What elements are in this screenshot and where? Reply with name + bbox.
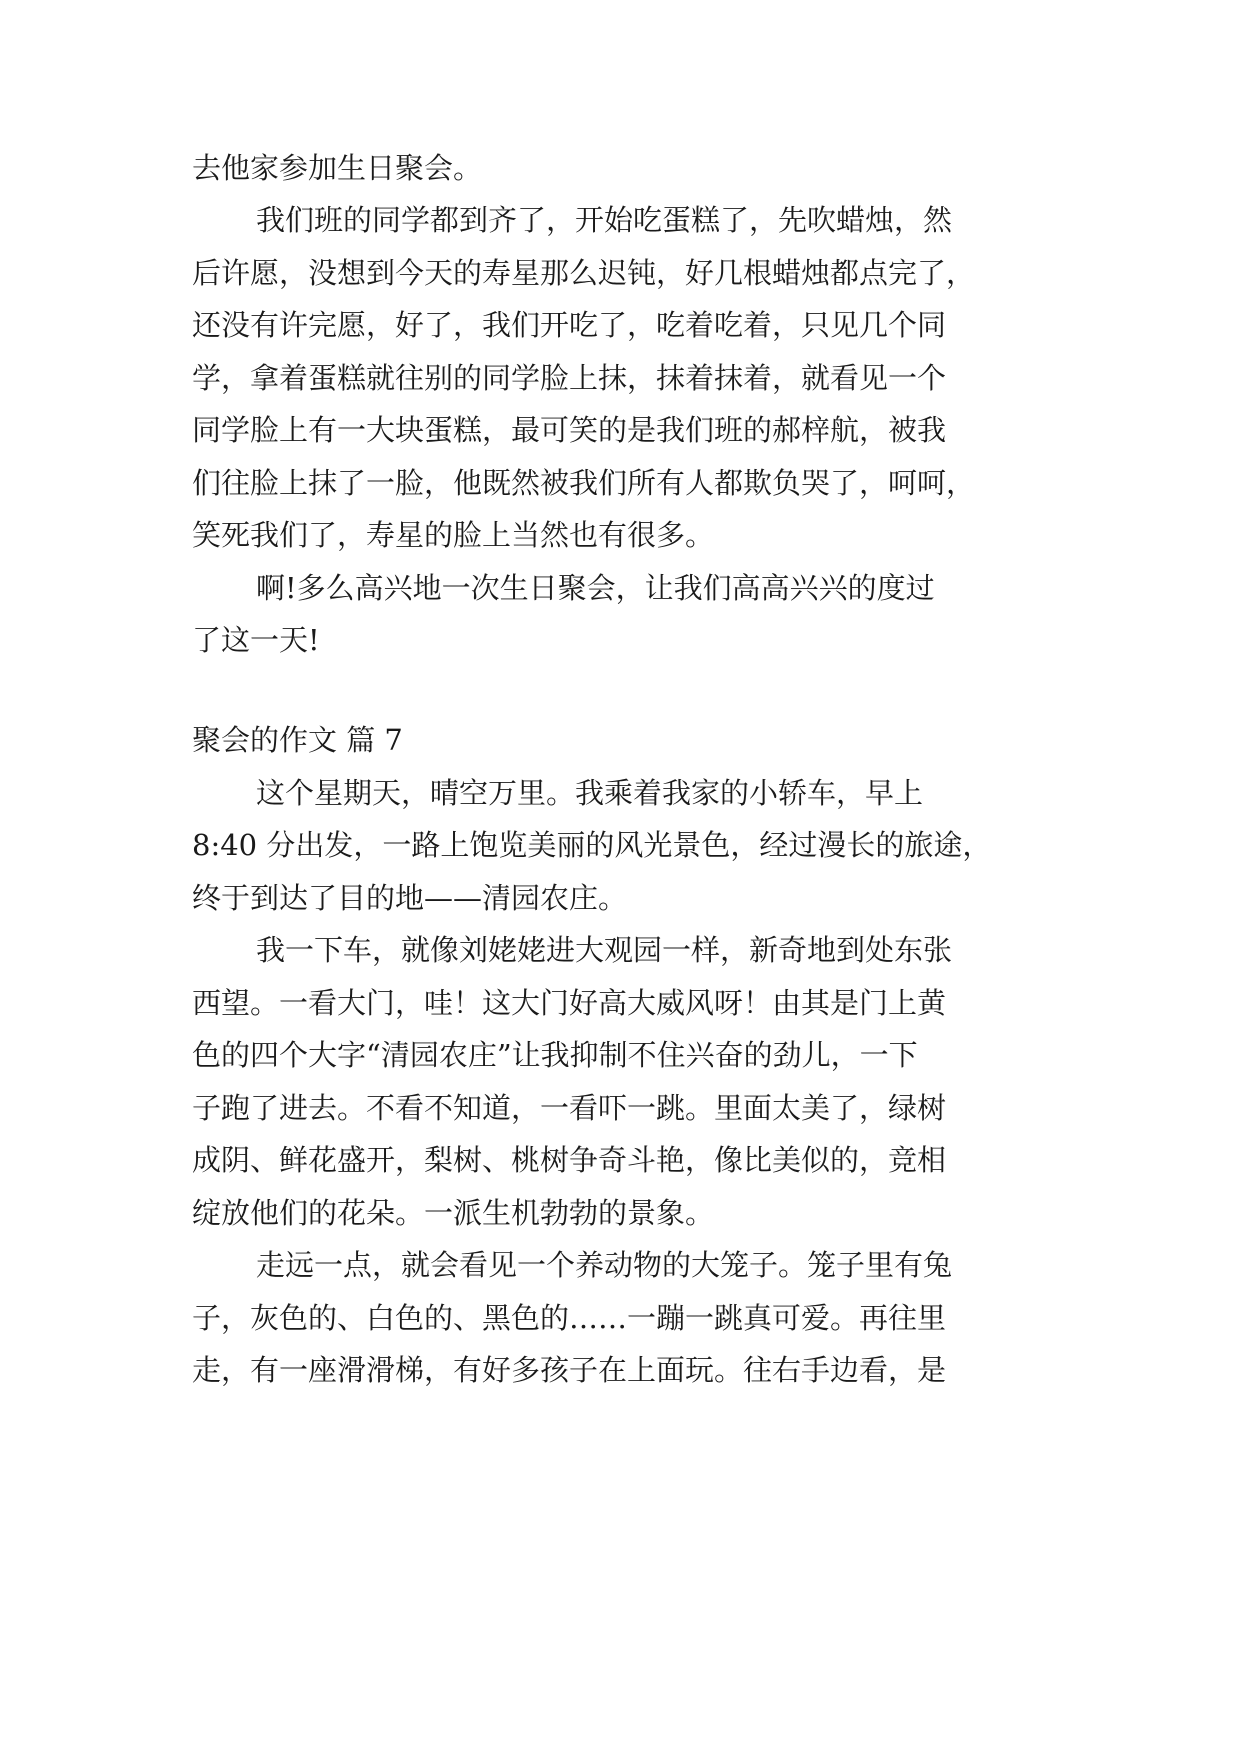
- section-heading: 聚会的作文 篇 7: [192, 723, 403, 757]
- paragraph-line: 同学脸上有一大块蛋糕，最可笑的是我们班的郝梓航，被我: [192, 413, 947, 447]
- paragraph-line: 笑死我们了，寿星的脸上当然也有很多。: [192, 518, 715, 552]
- paragraph-line: 成阴、鲜花盛开，梨树、桃树争奇斗艳，像比美似的，竞相: [192, 1143, 947, 1177]
- paragraph-line: 终于到达了目的地——清园农庄。: [192, 881, 628, 915]
- paragraph-line: 还没有许完愿，好了，我们开吃了，吃着吃着，只见几个同: [192, 308, 947, 342]
- paragraph-line: 去他家参加生日聚会。: [192, 151, 483, 185]
- paragraph-line: 这个星期天，晴空万里。我乘着我家的小轿车，早上: [256, 776, 924, 810]
- paragraph-line: 走，有一座滑滑梯，有好多孩子在上面玩。往右手边看，是: [192, 1353, 947, 1387]
- paragraph-line: 后许愿，没想到今天的寿星那么迟钝，好几根蜡烛都点完了，: [192, 256, 976, 290]
- paragraph-line: 8:40 分出发，一路上饱览美丽的风光景色，经过漫长的旅途，: [192, 828, 992, 862]
- paragraph-line: 了这一天!: [192, 623, 320, 657]
- paragraph-line: 我一下车，就像刘姥姥进大观园一样，新奇地到处东张: [256, 933, 953, 967]
- paragraph-line: 走远一点，就会看见一个养动物的大笼子。笼子里有兔: [256, 1248, 953, 1282]
- paragraph-line: 们往脸上抹了一脸，他既然被我们所有人都欺负哭了，呵呵，: [192, 466, 976, 500]
- paragraph-line: 色的四个大字“清园农庄”让我抑制不住兴奋的劲儿，一下: [192, 1038, 918, 1072]
- paragraph-line: 我们班的同学都到齐了，开始吃蛋糕了，先吹蜡烛，然: [256, 203, 953, 237]
- paragraph-line: 子跑了进去。不看不知道，一看吓一跳。里面太美了，绿树: [192, 1091, 947, 1125]
- paragraph-line: 学，拿着蛋糕就往别的同学脸上抹，抹着抹着，就看见一个: [192, 361, 947, 395]
- paragraph-line: 绽放他们的花朵。一派生机勃勃的景象。: [192, 1196, 715, 1230]
- paragraph-line: 啊!多么高兴地一次生日聚会，让我们高高兴兴的度过: [256, 571, 935, 605]
- paragraph-line: 西望。一看大门，哇！这大门好高大威风呀！由其是门上黄: [192, 986, 947, 1020]
- paragraph-line: 子，灰色的、白色的、黑色的……一蹦一跳真可爱。再往里: [192, 1301, 947, 1335]
